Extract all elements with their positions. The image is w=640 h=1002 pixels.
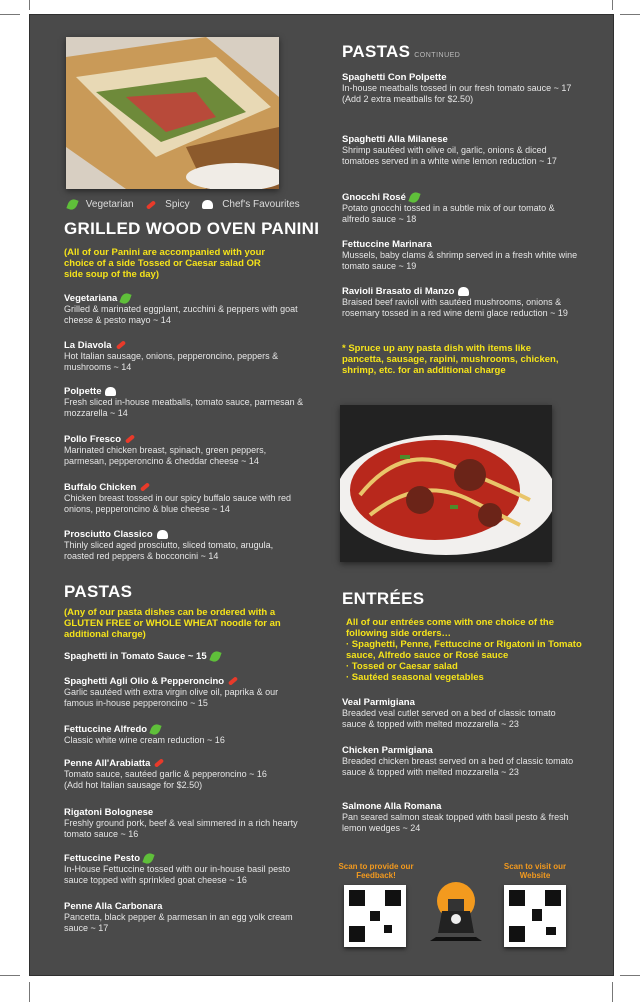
menu-item-name: Prosciutto Classico xyxy=(64,529,304,540)
menu-item xyxy=(64,853,304,886)
menu-item-name: Pollo Fresco xyxy=(64,434,304,445)
pastas-note: (Any of our pasta dishes can be ordered with a GLUTEN FREE or WHOLE WHEAT noodle for an additional charge) xyxy=(64,607,281,640)
crop-mark xyxy=(29,0,30,10)
chef-hat-icon xyxy=(105,387,116,396)
panini-note: (All of our Panini are accompanied with your choice of a side Tossed or Caesar salad OR side soup of the day) xyxy=(64,247,266,280)
menu-item-name: La Diavola xyxy=(64,340,304,351)
menu-item-name: Fettuccine Pesto xyxy=(64,853,304,864)
menu-item xyxy=(64,434,304,467)
menu-item-description: Pancetta, black pepper & parmesan in an egg yolk cream sauce ~ 17 xyxy=(64,912,293,933)
website-qr-code[interactable] xyxy=(504,885,566,947)
entrees-heading: ENTRÉES xyxy=(342,589,425,608)
menu-item-name: Gnocchi Rosé xyxy=(342,192,582,203)
menu-item-description: Breaded chicken breast served on a bed of classic tomato sauce & topped with melted mozzarella ~ 23 xyxy=(342,756,574,777)
menu-item xyxy=(64,651,304,662)
menu-item xyxy=(64,807,304,840)
pepper-icon xyxy=(140,483,150,492)
legend-vegetarian: Vegetarian xyxy=(85,199,134,211)
menu-item xyxy=(64,482,304,515)
chef-hat-icon xyxy=(458,287,469,296)
leaf-icon xyxy=(209,650,221,663)
menu-item-name: Rigatoni Bolognese xyxy=(64,807,154,818)
menu-item-name: Spaghetti in Tomato Sauce ~ 15 xyxy=(64,651,304,662)
legend xyxy=(64,199,306,210)
menu-item xyxy=(342,72,582,105)
pastas-heading: PASTAS xyxy=(64,582,133,601)
crop-mark xyxy=(612,0,613,10)
pepper-icon xyxy=(125,435,135,444)
menu-item-description: Garlic sautéed with extra virgin olive oil, paprika & our famous in-house pepperoncino ~ 15 xyxy=(64,687,279,708)
menu-item-description: Marinated chicken breast, spinach, green peppers, parmesan, pepperoncino & cheddar cheese ~ 14 xyxy=(64,445,267,466)
legend-chef: Chef's Favourites xyxy=(222,199,300,211)
menu-item xyxy=(64,676,304,709)
menu-item-name: Spaghetti Agli Olio & Pepperoncino xyxy=(64,676,304,687)
menu-item xyxy=(64,386,304,419)
website-scan-label: Scan to visit our Website xyxy=(503,862,567,880)
menu-item-name: Salmone Alla Romana xyxy=(342,801,442,812)
menu-item xyxy=(64,293,304,326)
menu-item-name: Fettuccine Alfredo xyxy=(64,724,304,735)
panini-heading: GRILLED WOOD OVEN PANINI xyxy=(64,219,320,238)
pepper-icon xyxy=(146,200,156,209)
pastas-continued-title: PASTAS xyxy=(342,42,411,61)
menu-item-description: In-house meatballs tossed in our fresh tomato sauce ~ 17 (Add 2 extra meatballs for $2.50) xyxy=(342,83,572,104)
crop-mark xyxy=(612,982,613,1002)
menu-item-name: Chicken Parmigiana xyxy=(342,745,433,756)
menu-item-description: Grilled & marinated eggplant, zucchini & peppers with goat cheese & pesto mayo ~ 14 xyxy=(64,304,298,326)
menu-item xyxy=(64,758,304,791)
menu-item xyxy=(342,239,582,272)
menu-item-description: Breaded veal cutlet served on a bed of classic tomato sauce & topped with melted mozzarella ~ 23 xyxy=(342,708,556,729)
menu-item-description: Shrimp sautéed with olive oil, garlic, onions & diced tomatoes served in a white wine lemon reduction ~ 17 xyxy=(342,145,557,166)
menu-item-description: In-House Fettuccine tossed with our in-house basil pesto sauce topped with sprinkled goat cheese ~ 16 xyxy=(64,864,291,886)
pastas-continued-heading xyxy=(342,42,460,62)
menu-item-name: Spaghetti Con Polpette xyxy=(342,72,447,83)
menu-item-description: Tomato sauce, sautéed garlic & pepperoncino ~ 16 (Add hot Italian sausage for $2.50) xyxy=(64,769,267,790)
menu-item xyxy=(342,697,582,730)
menu-item xyxy=(342,286,582,319)
menu-item-description: Hot Italian sausage, onions, pepperoncino, peppers & mushrooms ~ 14 xyxy=(64,351,279,372)
menu-item-description: Thinly sliced aged prosciutto, sliced tomato, arugula, roasted red peppers & bocconcini ~ 14 xyxy=(64,540,274,561)
panini-photo xyxy=(66,37,279,189)
pepper-icon xyxy=(154,759,164,768)
crop-mark xyxy=(0,14,20,15)
chef-hat-icon xyxy=(157,530,168,539)
menu-item-description: Chicken breast tossed in our spicy buffalo sauce with red onions, pepperoncino & blue cheese ~ 14 xyxy=(64,493,291,514)
menu-item-description: Fresh sliced in-house meatballs, tomato sauce, parmesan & mozzarella ~ 14 xyxy=(64,397,304,418)
pepper-icon xyxy=(115,341,125,350)
menu-item xyxy=(64,340,304,373)
menu-item xyxy=(64,529,304,562)
spaghetti-photo xyxy=(340,405,552,562)
menu-item-name: Veal Parmigiana xyxy=(342,697,415,708)
menu-item-description: Potato gnocchi tossed in a subtle mix of our tomato & alfredo sauce ~ 18 xyxy=(342,203,555,225)
menu-page xyxy=(29,14,614,976)
crop-mark xyxy=(620,975,640,976)
menu-item xyxy=(64,724,304,746)
legend-spicy: Spicy xyxy=(165,199,190,211)
menu-item xyxy=(342,192,582,225)
train-logo xyxy=(430,881,482,943)
menu-item-description: Braised beef ravioli with sautéed mushrooms, onions & rosemary tossed in a red wine demi glace reduction ~ 19 xyxy=(342,297,568,318)
leaf-icon xyxy=(66,198,78,211)
menu-item-name: Spaghetti Alla Milanese xyxy=(342,134,448,145)
menu-item xyxy=(64,901,304,934)
menu-item-name: Ravioli Brasato di Manzo xyxy=(342,286,582,297)
menu-item-description: Pan seared salmon steak topped with basil pesto & fresh lemon wedges ~ 24 xyxy=(342,812,569,833)
menu-item-name: Penne Alla Carbonara xyxy=(64,901,163,912)
menu-item-description: Mussels, baby clams & shrimp served in a fresh white wine tomato sauce ~ 19 xyxy=(342,250,578,271)
menu-item-name: Buffalo Chicken xyxy=(64,482,304,493)
menu-item xyxy=(342,745,582,778)
menu-item-description: Freshly ground pork, beef & veal simmered in a rich hearty tomato sauce ~ 16 xyxy=(64,818,298,839)
spruce-up-note: * Spruce up any pasta dish with items like pancetta, sausage, rapini, mushrooms, chicken, shrimp, etc. for an additional charge xyxy=(342,343,559,376)
pepper-icon xyxy=(228,677,238,686)
crop-mark xyxy=(620,14,640,15)
menu-item-name: Vegetariana xyxy=(64,293,304,304)
chef-hat-icon xyxy=(202,200,213,209)
menu-item-name: Penne All'Arabiatta xyxy=(64,758,304,769)
entrees-note: All of our entrées come with one choice of the following side orders… · Spaghetti, Penne, Fettuccine or Rigatoni in Tomato sauce, Alfredo sauce or Rosé sauce · Tossed or Caesar salad · Sautéed seasonal vegetables xyxy=(346,617,582,683)
menu-item-description: Classic white wine cream reduction ~ 16 xyxy=(64,735,225,746)
crop-mark xyxy=(0,975,20,976)
feedback-qr-code[interactable] xyxy=(344,885,406,947)
menu-item xyxy=(342,801,582,834)
crop-mark xyxy=(29,982,30,1002)
feedback-scan-label: Scan to provide our Feedback! xyxy=(338,862,414,880)
menu-item xyxy=(342,134,582,167)
continued-label: CONTINUED xyxy=(414,52,461,59)
menu-item-name: Polpette xyxy=(64,386,304,397)
menu-item-name: Fettuccine Marinara xyxy=(342,239,432,250)
